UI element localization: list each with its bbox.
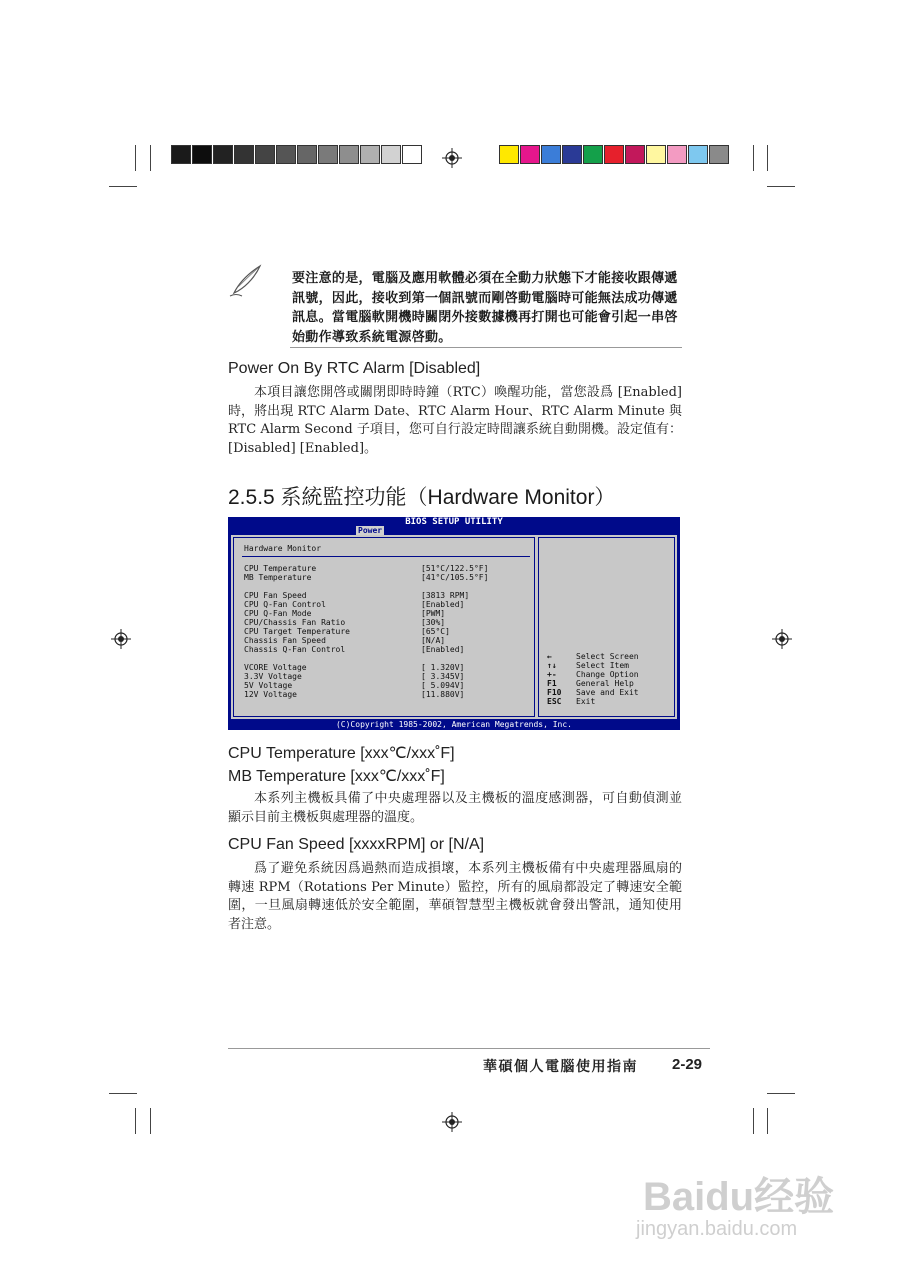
bios-setting-value: [N/A] <box>421 636 446 645</box>
cpu-temp-heading: CPU Temperature [xxx℃/xxx˚F] <box>228 745 455 762</box>
bios-help-key: F10 <box>547 688 562 697</box>
color-swatch <box>646 145 666 164</box>
bios-help-key: ESC <box>547 697 562 706</box>
fan-speed-heading: CPU Fan Speed [xxxxRPM] or [N/A] <box>228 836 485 853</box>
divider <box>228 1048 710 1049</box>
color-swatch <box>688 145 708 164</box>
crop-mark <box>150 1108 151 1134</box>
bios-help-row <box>547 652 677 661</box>
bios-help-key: +- <box>547 670 557 679</box>
color-swatch <box>499 145 519 164</box>
bios-title: BIOS SETUP UTILITY <box>405 517 503 527</box>
color-swatch <box>625 145 645 164</box>
color-swatch <box>213 145 233 164</box>
color-swatch <box>297 145 317 164</box>
bios-help-desc: Exit <box>576 697 596 706</box>
bios-help-row <box>547 697 677 706</box>
bios-screenshot <box>228 517 680 730</box>
bios-help-desc: Select Screen <box>576 652 639 661</box>
bios-setting-value: [Enabled] <box>421 645 465 654</box>
bios-setting-row[interactable] <box>244 564 534 573</box>
bios-panel <box>231 535 677 719</box>
bios-setting-value: [51°C/122.5°F] <box>421 564 489 573</box>
bios-setting-label: Chassis Q-Fan Control <box>244 645 346 654</box>
bios-setting-row[interactable] <box>244 636 534 645</box>
rtc-alarm-body: 本項目讓您開啓或關閉即時時鐘（RTC）喚醒功能，當您設爲 [Enabled] 時，將出現 RTC Alarm Date、RTC Alarm Hour、RTC Alarm Minute 與 RTC Alarm Second 子項目，您可自行設定時間讓系統自動開機。設定值有：[Disabled] [Enabled]。 <box>228 385 682 456</box>
bios-setting-label: CPU Target Temperature <box>244 627 350 636</box>
bios-setting-value: [3813 RPM] <box>421 591 470 600</box>
footer-title: 華碩個人電腦使用指南 <box>483 1059 638 1075</box>
color-swatch <box>604 145 624 164</box>
crop-mark <box>135 145 136 171</box>
color-swatch <box>255 145 275 164</box>
crop-mark <box>767 1108 768 1134</box>
bios-setting-value: [ 1.320V] <box>421 663 465 672</box>
bios-help-desc: Save and Exit <box>576 688 639 697</box>
page-number: 2-29 <box>672 1056 703 1073</box>
bios-setting-row[interactable] <box>244 645 534 654</box>
bios-setting-value: [PWM] <box>421 609 446 618</box>
bios-setting-label: 12V Voltage <box>244 690 297 699</box>
bios-setting-label: CPU Q-Fan Control <box>244 600 326 609</box>
color-swatch <box>360 145 380 164</box>
bios-setting-value: [11.880V] <box>421 690 465 699</box>
bios-tab-power: Power <box>358 526 383 535</box>
bios-help-row <box>547 670 677 679</box>
bios-help-key: F1 <box>547 679 557 688</box>
bios-setting-value: [41°C/105.5°F] <box>421 573 489 582</box>
color-swatch <box>709 145 729 164</box>
color-swatch <box>667 145 687 164</box>
bios-setting-label: 3.3V Voltage <box>244 672 302 681</box>
color-swatch <box>318 145 338 164</box>
rtc-alarm-heading: Power On By RTC Alarm [Disabled] <box>228 360 481 377</box>
bios-setting-value: [ 5.094V] <box>421 681 465 690</box>
temp-body: 本系列主機板具備了中央處理器以及主機板的溫度感測器，可自動偵測並顯示目前主機板與處理器的溫度。 <box>228 791 682 825</box>
section-title: 2.5.5 系統監控功能（Hardware Monitor） <box>228 486 616 509</box>
bios-setting-row[interactable] <box>244 591 534 600</box>
crop-mark <box>135 1108 136 1134</box>
bios-setting-row[interactable] <box>244 690 534 699</box>
color-swatch <box>276 145 296 164</box>
bios-setting-value: [65°C] <box>421 627 450 636</box>
bios-setting-label: VCORE Voltage <box>244 663 307 672</box>
bios-setting-label: MB Temperature <box>244 573 312 582</box>
bios-setting-label: CPU Fan Speed <box>244 591 307 600</box>
bios-setting-label: 5V Voltage <box>244 681 293 690</box>
bios-setting-value: [ 3.345V] <box>421 672 465 681</box>
color-calibration-bar <box>499 145 730 164</box>
bios-setting-row[interactable] <box>244 600 534 609</box>
registration-mark-icon <box>772 629 792 649</box>
bios-copyright: (C)Copyright 1985-2002, American Megatrends, Inc. <box>335 720 572 729</box>
color-swatch <box>520 145 540 164</box>
bios-setting-row[interactable] <box>244 573 534 582</box>
divider <box>290 347 682 348</box>
color-swatch <box>583 145 603 164</box>
pen-note-icon <box>228 263 266 299</box>
bios-setting-row[interactable] <box>244 681 534 690</box>
registration-mark-icon <box>442 148 462 168</box>
crop-mark <box>767 1093 795 1094</box>
bios-help-key: ← <box>547 652 552 661</box>
bios-setting-row[interactable] <box>244 672 534 681</box>
bios-setting-label: Chassis Fan Speed <box>244 636 326 645</box>
note-text: 要注意的是，電腦及應用軟體必須在全動力狀態下才能接收跟傳遞訊號，因此，接收到第一個訊號而剛啓動電腦時可能無法成功傳遞訊息。當電腦軟開機時關閉外接數據機再打開也可能會引起一串啓始動作導致系統電源啓動。 <box>292 271 678 345</box>
bios-setting-value: [30%] <box>421 618 446 627</box>
bios-settings-pane <box>233 537 535 717</box>
color-swatch <box>234 145 254 164</box>
divider <box>242 556 530 557</box>
crop-mark <box>767 186 795 187</box>
watermark-url: jingyan.baidu.com <box>636 1218 798 1240</box>
crop-mark <box>109 1093 137 1094</box>
color-swatch <box>562 145 582 164</box>
bios-setting-row[interactable] <box>244 609 534 618</box>
registration-mark-icon <box>111 629 131 649</box>
color-swatch <box>171 145 191 164</box>
bios-setting-row[interactable] <box>244 663 534 672</box>
color-swatch <box>192 145 212 164</box>
crop-mark <box>753 1108 754 1134</box>
grayscale-calibration-bar <box>171 145 423 164</box>
bios-help-key: ↑↓ <box>547 661 557 670</box>
registration-mark-icon <box>442 1112 462 1132</box>
bios-help-row <box>547 679 677 688</box>
crop-mark <box>109 186 137 187</box>
color-swatch <box>381 145 401 164</box>
crop-mark <box>767 145 768 171</box>
bios-help-desc: Change Option <box>576 670 639 679</box>
bios-setting-label: CPU/Chassis Fan Ratio <box>244 618 346 627</box>
bios-setting-value: [Enabled] <box>421 600 465 609</box>
bios-help-desc: Select Item <box>576 661 629 670</box>
bios-help-row <box>547 661 677 670</box>
bios-heading: Hardware Monitor <box>244 544 322 553</box>
bios-help-row <box>547 688 677 697</box>
crop-mark <box>753 145 754 171</box>
watermark-brand: Baidu经验 <box>643 1175 835 1219</box>
fan-speed-body: 爲了避免系統因爲過熱而造成損壞，本系列主機板備有中央處理器風扇的轉速 RPM（Rotations Per Minute）監控，所有的風扇都設定了轉速安全範圍，一旦風扇轉速低於安全範圍，華碩智慧型主機板就會發出警訊，通知使用者注意。 <box>228 861 682 932</box>
bios-setting-label: CPU Temperature <box>244 564 317 573</box>
mb-temp-heading: MB Temperature [xxx℃/xxx˚F] <box>228 768 445 785</box>
color-swatch <box>402 145 422 164</box>
bios-setting-row[interactable] <box>244 627 534 636</box>
color-swatch <box>541 145 561 164</box>
bios-help-pane <box>538 537 675 717</box>
bios-help-desc: General Help <box>576 679 634 688</box>
bios-setting-row[interactable] <box>244 618 534 627</box>
bios-setting-label: CPU Q-Fan Mode <box>244 609 312 618</box>
color-swatch <box>339 145 359 164</box>
crop-mark <box>150 145 151 171</box>
